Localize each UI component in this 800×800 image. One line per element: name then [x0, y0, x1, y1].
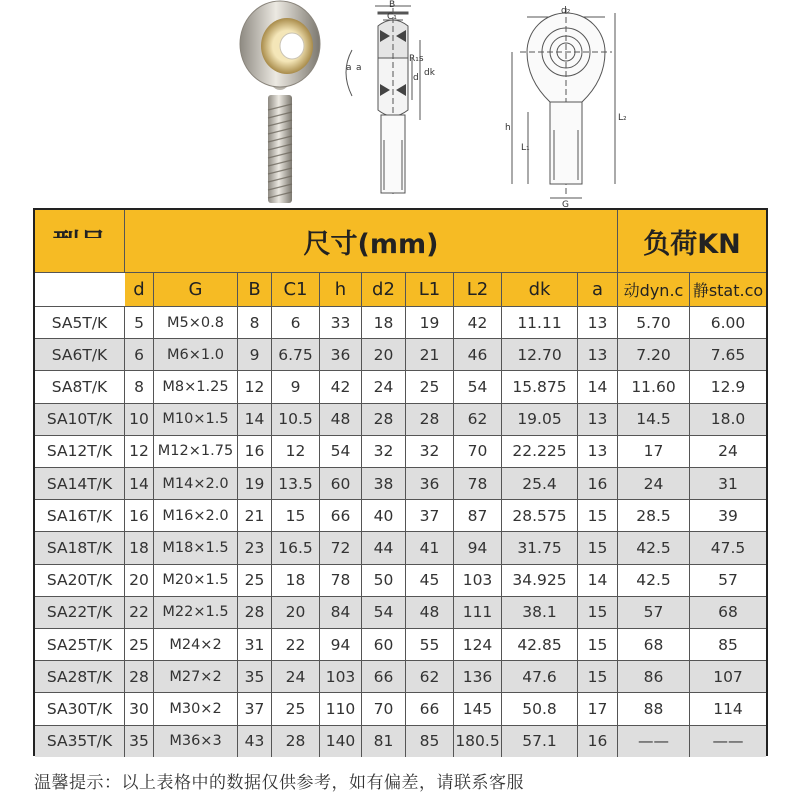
svg-text:G: G	[562, 200, 569, 210]
cell-d: 8	[125, 371, 154, 402]
col-L1: L1	[406, 273, 454, 306]
column-header-row	[35, 272, 766, 306]
cell-d2: 18	[362, 307, 406, 338]
cell-h: 103	[320, 661, 362, 692]
cell-L2: 124	[454, 629, 502, 660]
cell-a: 15	[578, 661, 618, 692]
cell-L2: 70	[454, 436, 502, 467]
cell-a: 17	[578, 693, 618, 724]
cell-G: M5×0.8	[154, 307, 238, 338]
svg-text:a: a	[346, 63, 352, 73]
col-d: d	[125, 273, 154, 306]
cell-d2: 81	[362, 726, 406, 757]
table-row	[35, 660, 766, 692]
table-row	[35, 338, 766, 370]
cell-dk: 38.1	[502, 597, 578, 628]
cell-C1: 20	[272, 597, 320, 628]
cell-h: 33	[320, 307, 362, 338]
table-row	[35, 370, 766, 402]
cell-stat: 31	[718, 474, 738, 493]
cell-h: 66	[320, 500, 362, 531]
cell-L1: 55	[406, 629, 454, 660]
cell-d2: 32	[362, 436, 406, 467]
cell-dk: 50.8	[502, 693, 578, 724]
cell-d: 10	[125, 404, 154, 435]
cell-h: 78	[320, 565, 362, 596]
cell-dyn: 24	[618, 468, 690, 499]
cell-L2: 62	[454, 404, 502, 435]
front-view-drawing	[512, 8, 615, 198]
cell-a: 15	[578, 629, 618, 660]
cell-G: M30×2	[154, 693, 238, 724]
cell-d2: 54	[362, 597, 406, 628]
cell-B: 9	[238, 339, 272, 370]
col-dyn: 动dyn.c	[618, 273, 690, 306]
cell-stat: 24	[718, 442, 738, 461]
cell-dyn: 88	[618, 693, 690, 724]
cell-model: SA16T/K	[35, 500, 125, 531]
cell-L1: 48	[406, 597, 454, 628]
cell-d: 16	[125, 500, 154, 531]
cell-a: 13	[578, 339, 618, 370]
cell-d2: 50	[362, 565, 406, 596]
cell-d2: 70	[362, 693, 406, 724]
rod-end-photo	[240, 1, 320, 203]
cell-L2: 46	[454, 339, 502, 370]
cell-dyn: 42.5	[618, 532, 690, 563]
cell-d: 25	[125, 629, 154, 660]
table-row	[35, 435, 766, 467]
cell-a: 16	[578, 726, 618, 757]
col-stat: 静stat.co	[690, 273, 766, 306]
cell-dk: 42.85	[502, 629, 578, 660]
svg-text:d: d	[413, 73, 419, 83]
cell-stat: ——	[712, 732, 744, 751]
col-a: a	[578, 273, 618, 306]
cell-G: M12×1.75	[154, 436, 238, 467]
cell-d2: 44	[362, 532, 406, 563]
cell-B: 23	[238, 532, 272, 563]
cell-d2: 24	[362, 371, 406, 402]
cell-a: 15	[578, 532, 618, 563]
cell-C1: 6	[272, 307, 320, 338]
cell-a: 16	[578, 468, 618, 499]
cell-dyn: 7.20	[618, 339, 690, 370]
cell-dk: 25.4	[502, 468, 578, 499]
cell-G: M16×2.0	[154, 500, 238, 531]
cell-C1: 25	[272, 693, 320, 724]
svg-text:C₁: C₁	[387, 12, 397, 22]
cell-model: SA5T/K	[35, 307, 125, 338]
model-header-spacer	[35, 238, 125, 272]
cell-dk: 34.925	[502, 565, 578, 596]
col-d2: d2	[362, 273, 406, 306]
cell-dyn: 5.70	[618, 307, 690, 338]
cell-C1: 15	[272, 500, 320, 531]
cell-d2: 38	[362, 468, 406, 499]
cell-model: SA10T/K	[35, 404, 125, 435]
cell-B: 12	[238, 371, 272, 402]
cell-a: 15	[578, 597, 618, 628]
section-drawing	[346, 6, 420, 195]
table-row	[35, 467, 766, 499]
cell-dyn: 28.5	[618, 500, 690, 531]
cell-L1: 25	[406, 371, 454, 402]
product-illustrations	[0, 0, 800, 210]
svg-text:R₁s: R₁s	[409, 54, 424, 64]
cell-stat: 68	[718, 603, 738, 622]
cell-h: 140	[320, 726, 362, 757]
cell-L2: 54	[454, 371, 502, 402]
cell-C1: 13.5	[272, 468, 320, 499]
cell-model: SA12T/K	[35, 436, 125, 467]
cell-dyn: ——	[618, 726, 690, 757]
cell-d: 28	[125, 661, 154, 692]
cell-L2: 103	[454, 565, 502, 596]
cell-h: 84	[320, 597, 362, 628]
cell-C1: 24	[272, 661, 320, 692]
cell-dyn: 17	[618, 436, 690, 467]
table-row	[35, 564, 766, 596]
cell-model: SA20T/K	[35, 565, 125, 596]
cell-model: SA14T/K	[35, 468, 125, 499]
cell-C1: 18	[272, 565, 320, 596]
cell-h: 60	[320, 468, 362, 499]
cell-h: 94	[320, 629, 362, 660]
cell-stat: 107	[713, 667, 743, 686]
cell-L1: 32	[406, 436, 454, 467]
cell-L2: 78	[454, 468, 502, 499]
table-row	[35, 531, 766, 563]
cell-L1: 21	[406, 339, 454, 370]
cell-C1: 10.5	[272, 404, 320, 435]
svg-text:dk: dk	[424, 68, 435, 78]
cell-dk: 57.1	[502, 726, 578, 757]
cell-dk: 31.75	[502, 532, 578, 563]
cell-h: 48	[320, 404, 362, 435]
cell-dyn: 11.60	[618, 371, 690, 402]
cell-h: 36	[320, 339, 362, 370]
cell-model: SA8T/K	[35, 371, 125, 402]
cell-L1: 28	[406, 404, 454, 435]
table-row	[35, 403, 766, 435]
cell-L1: 66	[406, 693, 454, 724]
cell-B: 35	[238, 661, 272, 692]
cell-L2: 180.5	[454, 726, 502, 757]
cell-d: 22	[125, 597, 154, 628]
cell-L2: 94	[454, 532, 502, 563]
cell-h: 42	[320, 371, 362, 402]
cell-d: 5	[125, 307, 154, 338]
cell-G: M24×2	[154, 629, 238, 660]
cell-G: M27×2	[154, 661, 238, 692]
table-row	[35, 692, 766, 724]
cell-a: 13	[578, 436, 618, 467]
cell-d2: 60	[362, 629, 406, 660]
cell-G: M6×1.0	[154, 339, 238, 370]
cell-stat: 47.5	[710, 538, 746, 557]
cell-dyn: 68	[618, 629, 690, 660]
cell-model: SA30T/K	[35, 693, 125, 724]
cell-d2: 20	[362, 339, 406, 370]
cell-dk: 11.11	[502, 307, 578, 338]
cell-L1: 41	[406, 532, 454, 563]
cell-d: 20	[125, 565, 154, 596]
cell-model: SA28T/K	[35, 661, 125, 692]
cell-a: 13	[578, 404, 618, 435]
cell-B: 28	[238, 597, 272, 628]
cell-d2: 66	[362, 661, 406, 692]
cell-G: M14×2.0	[154, 468, 238, 499]
cell-B: 25	[238, 565, 272, 596]
cell-B: 19	[238, 468, 272, 499]
cell-stat: 12.9	[710, 377, 746, 396]
cell-dyn: 42.5	[618, 565, 690, 596]
cell-stat: 6.00	[710, 313, 746, 332]
cell-B: 37	[238, 693, 272, 724]
cell-B: 16	[238, 436, 272, 467]
cell-d: 6	[125, 339, 154, 370]
cell-G: M10×1.5	[154, 404, 238, 435]
svg-text:h: h	[505, 123, 511, 133]
cell-dk: 47.6	[502, 661, 578, 692]
cell-C1: 22	[272, 629, 320, 660]
rod-end-drawings	[0, 0, 800, 210]
col-G: G	[154, 273, 238, 306]
cell-G: M36×3	[154, 726, 238, 757]
cell-dyn: 57	[618, 597, 690, 628]
cell-stat: 18.0	[710, 410, 746, 429]
table-row	[35, 725, 766, 757]
col-dk: dk	[502, 273, 578, 306]
cell-d2: 40	[362, 500, 406, 531]
cell-L1: 62	[406, 661, 454, 692]
cell-stat: 57	[718, 571, 738, 590]
svg-text:a: a	[356, 63, 362, 73]
col-L2: L2	[454, 273, 502, 306]
cell-C1: 16.5	[272, 532, 320, 563]
cell-L2: 136	[454, 661, 502, 692]
cell-B: 14	[238, 404, 272, 435]
cell-stat: 85	[718, 635, 738, 654]
svg-text:L₁: L₁	[521, 143, 530, 153]
cell-a: 15	[578, 500, 618, 531]
cell-d: 12	[125, 436, 154, 467]
cell-a: 14	[578, 565, 618, 596]
cell-a: 13	[578, 307, 618, 338]
footnote: 温馨提示：以上表格中的数据仅供参考，如有偏差，请联系客服	[34, 773, 524, 793]
cell-B: 8	[238, 307, 272, 338]
cell-d: 30	[125, 693, 154, 724]
cell-L2: 111	[454, 597, 502, 628]
cell-G: M22×1.5	[154, 597, 238, 628]
cell-d: 14	[125, 468, 154, 499]
cell-dk: 22.225	[502, 436, 578, 467]
cell-h: 110	[320, 693, 362, 724]
cell-stat: 39	[718, 506, 738, 525]
cell-dyn: 86	[618, 661, 690, 692]
table-row	[35, 596, 766, 628]
svg-text:d₂: d₂	[561, 6, 571, 16]
spec-table	[33, 208, 768, 756]
cell-L1: 37	[406, 500, 454, 531]
cell-L2: 145	[454, 693, 502, 724]
col-h: h	[320, 273, 362, 306]
cell-model: SA35T/K	[35, 726, 125, 757]
cell-h: 54	[320, 436, 362, 467]
table-row	[35, 628, 766, 660]
cell-d: 18	[125, 532, 154, 563]
cell-stat: 7.65	[710, 345, 746, 364]
col-B: B	[238, 273, 272, 306]
cell-d2: 28	[362, 404, 406, 435]
cell-dk: 15.875	[502, 371, 578, 402]
cell-L1: 85	[406, 726, 454, 757]
cell-h: 72	[320, 532, 362, 563]
cell-L1: 45	[406, 565, 454, 596]
table-row	[35, 499, 766, 531]
cell-dk: 19.05	[502, 404, 578, 435]
cell-L2: 42	[454, 307, 502, 338]
table-header-row	[35, 210, 766, 272]
cell-model: SA25T/K	[35, 629, 125, 660]
cell-model: SA18T/K	[35, 532, 125, 563]
cell-a: 14	[578, 371, 618, 402]
cell-dk: 12.70	[502, 339, 578, 370]
cell-L1: 36	[406, 468, 454, 499]
cell-B: 21	[238, 500, 272, 531]
cell-stat: 114	[713, 699, 743, 718]
cell-C1: 9	[272, 371, 320, 402]
cell-G: M20×1.5	[154, 565, 238, 596]
svg-text:L₂: L₂	[618, 113, 627, 123]
cell-G: M18×1.5	[154, 532, 238, 563]
cell-C1: 12	[272, 436, 320, 467]
cell-B: 43	[238, 726, 272, 757]
cell-L1: 19	[406, 307, 454, 338]
cell-B: 31	[238, 629, 272, 660]
cell-d: 35	[125, 726, 154, 757]
cell-model: SA6T/K	[35, 339, 125, 370]
cell-G: M8×1.25	[154, 371, 238, 402]
cell-C1: 28	[272, 726, 320, 757]
table-row	[35, 306, 766, 338]
cell-dk: 28.575	[502, 500, 578, 531]
cell-dyn: 14.5	[618, 404, 690, 435]
dimensions-header: 尺寸(mm)	[125, 210, 618, 272]
cell-model: SA22T/K	[35, 597, 125, 628]
svg-text:B: B	[389, 0, 396, 10]
cell-C1: 6.75	[272, 339, 320, 370]
load-header: 负荷KN	[618, 210, 766, 272]
cell-L2: 87	[454, 500, 502, 531]
col-C1: C1	[272, 273, 320, 306]
